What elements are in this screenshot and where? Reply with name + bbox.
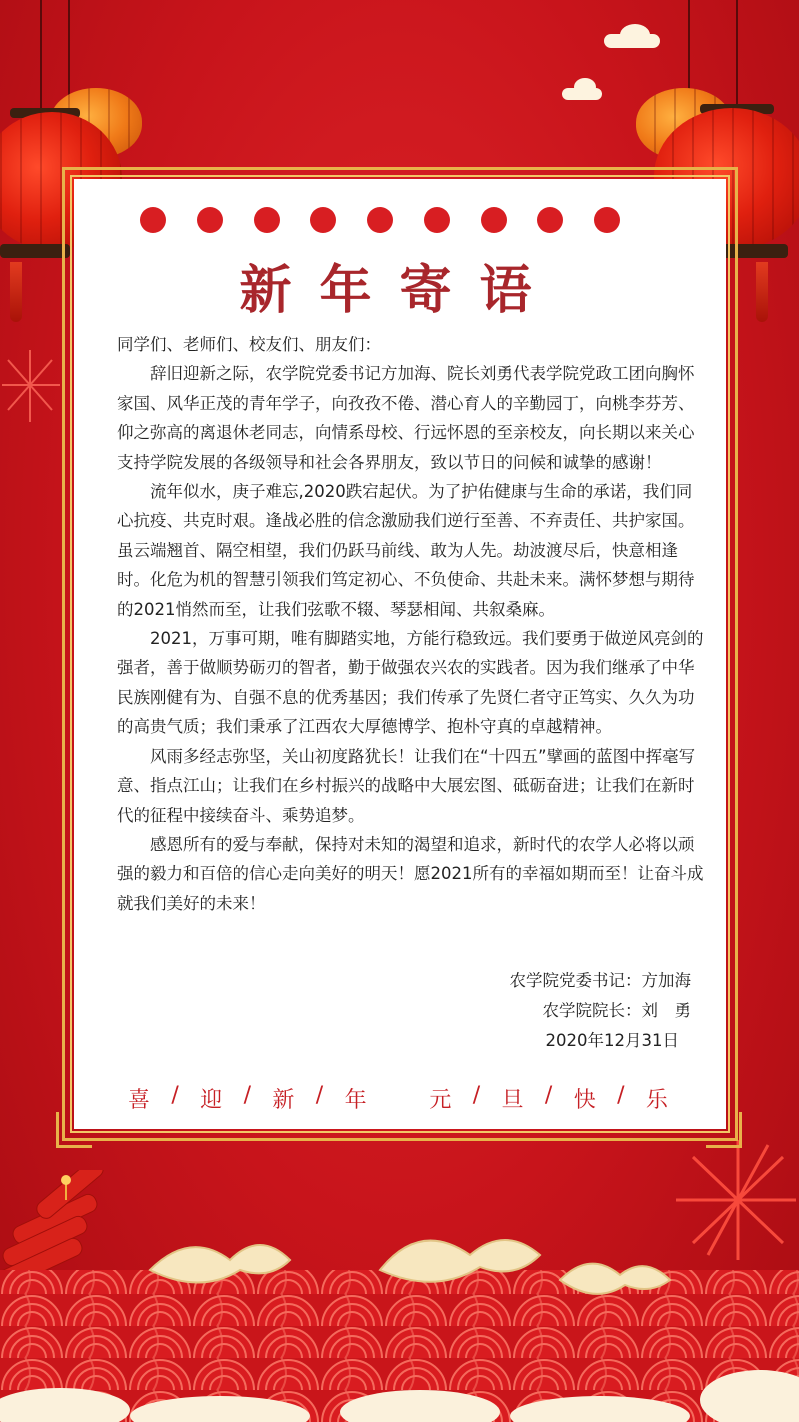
page-title: 新年寄语	[239, 260, 560, 321]
lantern-string	[40, 0, 42, 115]
lantern-string	[736, 0, 738, 110]
decor-dot	[537, 207, 563, 233]
motto-char: 年	[344, 1088, 367, 1113]
motto-char: 旦	[501, 1088, 524, 1113]
motto-separator: /	[315, 1083, 324, 1108]
letter-paragraph: 辞旧迎新之际，农学院党委书记方加海、院长刘勇代表学院党政工团向胸怀家国、风华正茂的青年学子，向孜孜不倦、潜心育人的辛勤园丁，向桃李芬芳、仰之弥高的离退休老同志，向情系母校、行远怀恩的至亲校友，向长期以来关心支持学院发展的各级领导和社会各界朋友，致以节日的问候和诚挚的感谢！	[117, 364, 695, 472]
decor-dot	[594, 207, 620, 233]
lantern-string	[68, 0, 70, 95]
letter-paragraph: 风雨多经志弥坚，关山初度路犹长！让我们在“十四五”擘画的蓝图中挥毫写意、指点江山；让我们在乡村振兴的战略中大展宏图、砥砺奋进；让我们在新时代的征程中接续奋斗、乘势追梦。	[117, 746, 696, 825]
motto-char: 元	[429, 1088, 452, 1113]
letter-paragraph: 感恩所有的爱与奉献，保持对未知的渴望和追求，新时代的农学人必将以顽强的毅力和百倍的信心走向美好的明天！愿2021所有的幸福如期而至！让奋斗成就我们美好的未来！	[117, 834, 704, 913]
motto-separator: /	[617, 1083, 625, 1108]
motto	[128, 1083, 668, 1114]
firework-icon	[0, 330, 70, 440]
decor-dot	[254, 207, 280, 233]
signature-date: 2020年12月31日	[545, 1031, 679, 1050]
frame-corner	[706, 1112, 742, 1148]
decor-dot	[140, 207, 166, 233]
cloud-icon	[620, 24, 650, 46]
cloud-icon	[574, 78, 596, 96]
decor-dot	[424, 207, 450, 233]
motto-separator: /	[544, 1083, 553, 1108]
letter-greeting: 同学们、老师们、校友们、朋友们：	[117, 335, 381, 354]
motto-separator: /	[171, 1083, 179, 1108]
motto-char: 迎	[200, 1088, 223, 1113]
letter-paragraph: 2021，万事可期，唯有脚踏实地，方能行稳致远。我们要勇于做逆风亮剑的强者，善于做顺势砺刃的智者，勤于做强农兴农的实践者。因为我们继承了中华民族刚健有为、自强不息的优秀基因；我们传承了先贤仁者守正笃实、久久为功的高贵气质；我们秉承了江西农大厚德博学、抱朴守真的卓越精神。	[117, 629, 704, 737]
decor-dot	[367, 207, 393, 233]
wave-pattern	[0, 1230, 799, 1422]
motto-separator: /	[243, 1083, 251, 1108]
motto-char: 新	[272, 1088, 295, 1113]
signature-secretary: 农学院党委书记：方加海	[509, 971, 691, 990]
letter-body	[117, 330, 707, 918]
motto-gap	[388, 1083, 408, 1114]
decor-dot	[310, 207, 336, 233]
decor-dots	[140, 207, 620, 235]
motto-char: 快	[573, 1088, 596, 1113]
decor-dot	[197, 207, 223, 233]
letter-paragraph: 流年似水，庚子难忘,2020跌宕起伏。为了护佑健康与生命的承诺，我们同心抗疫、共克时艰。逢战必胜的信念激励我们逆行至善、不弃责任、共护家国。虽云端翘首、隔空相望，我们仍跃马前线、敢为人先。劫波渡尽后，快意相逢时。化危为机的智慧引领我们笃定初心、不负使命、共赴未来。满怀梦想与期待的2021悄然而至，让我们弦歌不辍、琴瑟相闻、共叙桑麻。	[117, 482, 695, 619]
motto-char: 乐	[645, 1088, 668, 1113]
frame-corner	[56, 1112, 92, 1148]
signature-dean: 农学院院长：刘 勇	[542, 1001, 691, 1020]
lantern-string	[688, 0, 690, 92]
motto-separator: /	[472, 1083, 481, 1108]
motto-char: 喜	[128, 1088, 151, 1113]
decor-dot	[481, 207, 507, 233]
